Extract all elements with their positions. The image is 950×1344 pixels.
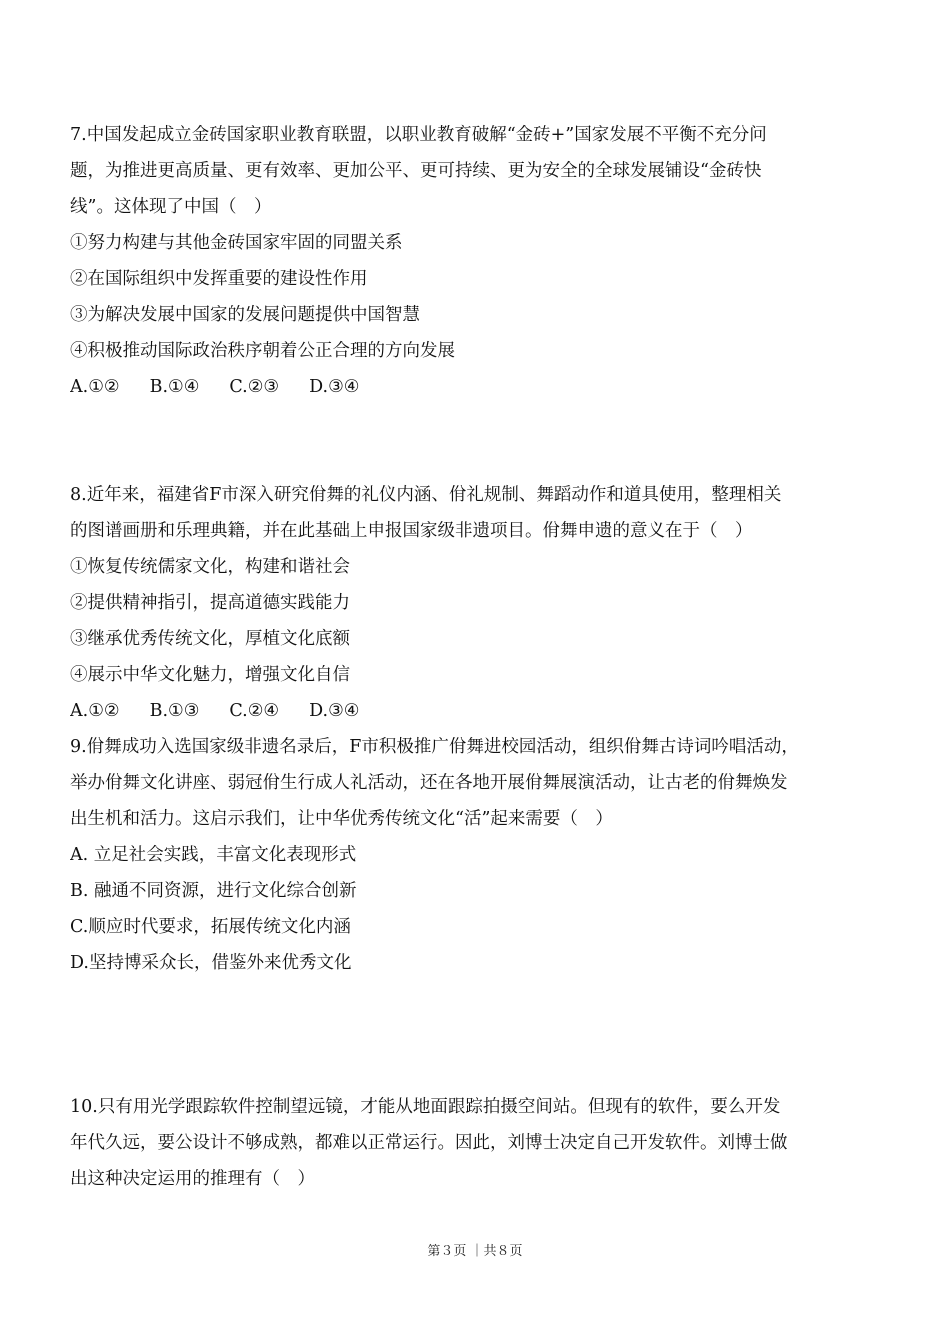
question-7-stem-line: 7.中国发起成立金砖国家职业教育联盟，以职业教育破解“金砖+”国家发展不平衡不充分问: [70, 125, 767, 145]
intro-line: [70, 441, 870, 477]
question-7-item-1: ①努力构建与其他金砖国家牢固的同盟关系: [70, 233, 403, 253]
intro-10-12: [70, 981, 870, 1089]
question-8-stem-line: 的图谱画册和乐理典籍，并在此基础上申报国家级非遗项目。佾舞申遗的意义在于（ ）: [70, 521, 753, 541]
question-8-item-4: ④展示中华文化魅力，增强文化自信: [70, 665, 350, 685]
option-b: B.①④: [149, 377, 200, 397]
question-7-stem-line: 题，为推进更高质量、更有效率、更加公平、更可持续、更为安全的全球发展铺设“金砖快: [70, 161, 762, 181]
intro-8-9: [70, 405, 870, 477]
intro-line: [70, 1053, 870, 1089]
question-7-item-4: ④积极推动国际政治秩序朝着公正合理的方向发展: [70, 341, 455, 361]
question-8-item-3: ③继承优秀传统文化，厚植文化底额: [70, 629, 350, 649]
question-8-item-2: ②提供精神指引，提高道德实践能力: [70, 593, 350, 613]
page-footer: [0, 1242, 950, 1262]
question-9-stem-line: 举办佾舞文化讲座、弱冠佾生行成人礼活动，还在各地开展佾舞展演活动，让古老的佾舞焕发: [70, 773, 788, 793]
question-8-options: [70, 693, 870, 729]
question-9-choice-d: D.坚持博采众长，借鉴外来优秀文化: [70, 953, 352, 973]
option-d: D.③④: [309, 701, 360, 721]
question-8-stem-line: 8.近年来，福建省F市深入研究佾舞的礼仪内涵、佾礼规制、舞蹈动作和道具使用，整理相关: [70, 485, 782, 505]
question-9-stem-line: 9.佾舞成功入选国家级非遗名录后，F市积极推广佾舞进校园活动，组织佾舞古诗词吟唱活动，: [70, 737, 799, 757]
question-7-item-2: ②在国际组织中发挥重要的建设性作用: [70, 269, 368, 289]
intro-line: [70, 981, 870, 1017]
question-10-stem-line: 年代久远，要公设计不够成熟，都难以正常运行。因此，刘博士决定自己开发软件。刘博士做: [70, 1133, 788, 1153]
question-9-choice-b: B. 融通不同资源，进行文化综合创新: [70, 881, 357, 901]
question-7-item-3: ③为解决发展中国家的发展问题提供中国智慧: [70, 305, 420, 325]
question-8: [70, 477, 870, 729]
question-9-stem-line: 出生机和活力。这启示我们，让中华优秀传统文化“活”起来需要（ ）: [70, 809, 613, 829]
question-10-stem-line: 10.只有用光学跟踪软件控制望远镜，才能从地面跟踪拍摄空间站。但现有的软件，要么开发: [70, 1097, 781, 1117]
page-number-label: 第３页 ｜共８页: [427, 1244, 523, 1259]
page-content: [70, 117, 870, 1197]
intro-line: [70, 405, 870, 441]
option-d: D.③④: [309, 377, 360, 397]
question-7: [70, 117, 870, 405]
question-7-options: [70, 369, 870, 405]
option-c: C.②④: [229, 701, 280, 721]
option-b: B.①③: [149, 701, 200, 721]
question-8-item-1: ①恢复传统儒家文化，构建和谐社会: [70, 557, 350, 577]
option-c: C.②③: [229, 377, 280, 397]
question-9-choice-c: C.顺应时代要求，拓展传统文化内涵: [70, 917, 351, 937]
option-a: A.①②: [70, 701, 120, 721]
option-a: A.①②: [70, 377, 120, 397]
intro-line: [70, 1017, 870, 1053]
question-9: [70, 729, 870, 981]
question-7-stem-line: 线”。这体现了中国（ ）: [70, 197, 272, 217]
question-9-choice-a: A. 立足社会实践，丰富文化表现形式: [70, 845, 357, 865]
question-10-stem-line: 出这种决定运用的推理有（ ）: [70, 1169, 315, 1189]
question-10: [70, 1089, 870, 1197]
